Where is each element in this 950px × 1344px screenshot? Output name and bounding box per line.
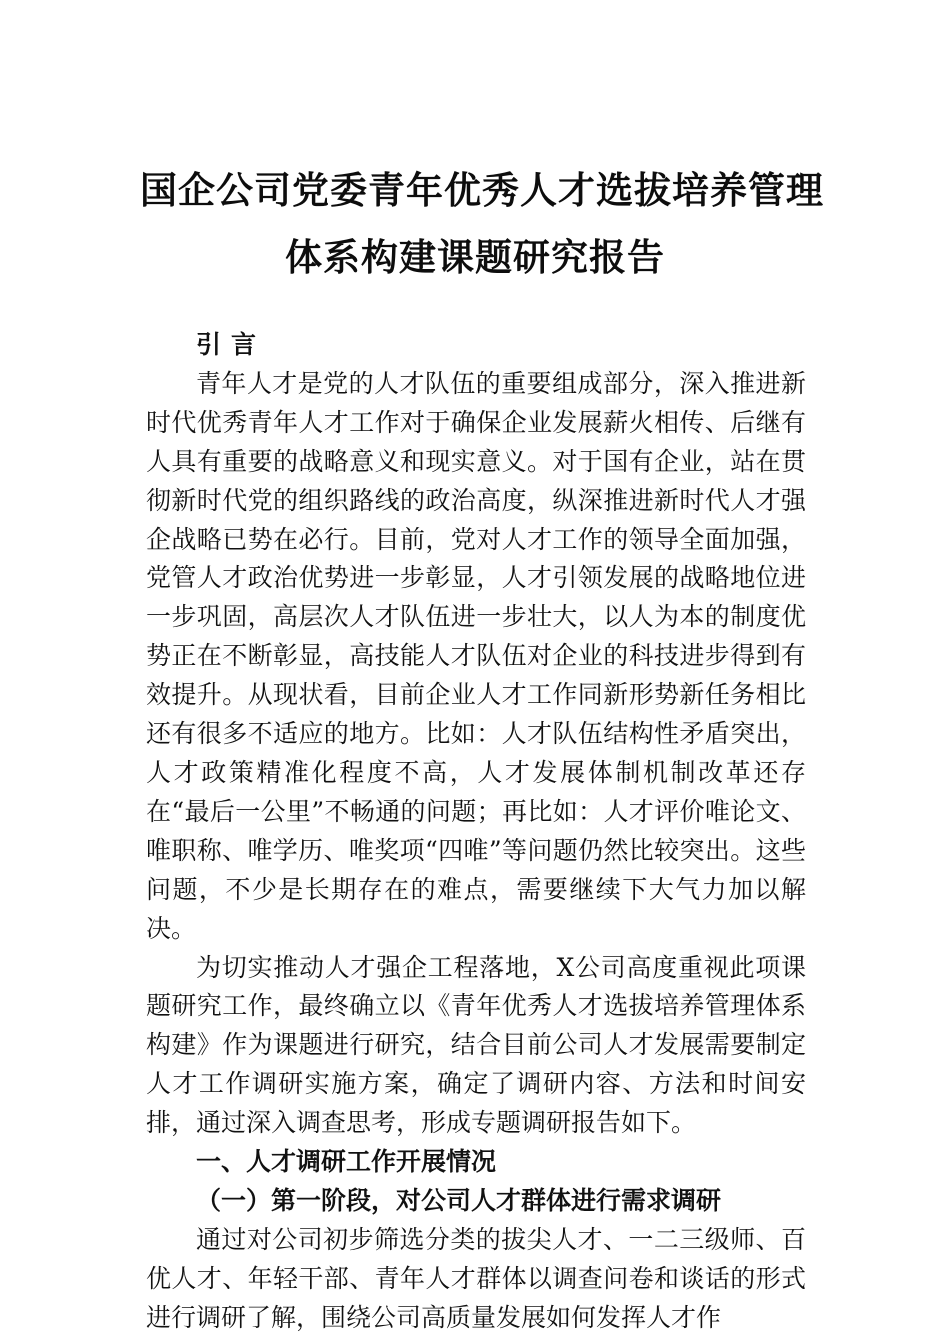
intro-paragraph-1: 青年人才是党的人才队伍的重要组成部分，深入推进新时代优秀青年人才工作对于确保企业发展薪火相传、后继有人具有重要的战略意义和现实意义。对于国有企业，站在贯彻新时代党的组织路线的政治高度，纵深推进新时代人才强企战略已势在必行。目前，党对人才工作的领导全面加强，党管人才政治优势进一步彰显，人才引领发展的战略地位进一步巩固，高层次人才队伍进一步壮大，以人为本的制度优势正在不断彰显，高技能人才队伍对企业的科技进步得到有效提升。从现状看，目前企业人才工作同新形势新任务相比还有很多不适应的地方。比如：人才队伍结构性矛盾突出，人才政策精准化程度不高，人才发展体制机制改革还存在“最后一公里”不畅通的问题；再比如：人才评价唯论文、唯职称、唯学历、唯奖项“四唯”等问题仍然比较突出。这些问题，不少是长期存在的难点，需要继续下大气力加以解决。 [146, 368, 806, 943]
section-1-heading: 一、人才调研工作开展情况 [196, 1147, 497, 1177]
intro-paragraph-2: 为切实推动人才强企工程落地，X公司高度重视此项课题研究工作，最终确立以《青年优秀人才选拔培养管理体系构建》作为课题进行研究，结合目前公司人才发展需要制定人才工作调研实施方案，确定了调研内容、方法和时间安排，通过深入调查思考，形成专题调研报告如下。 [146, 952, 806, 1138]
document-body [146, 326, 806, 1338]
document-title-line-1: 国企公司党委青年优秀人才选拔培养管理 [140, 169, 824, 212]
intro-heading: 引言 [196, 330, 267, 359]
document-title-line-2: 体系构建课题研究报告 [285, 236, 665, 279]
section-1-subheading-1: （一）第一阶段，对公司人才群体进行需求调研 [196, 1185, 722, 1215]
section-1-paragraph-1: 通过对公司初步筛选分类的拔尖人才、一二三级师、百优人才、年轻干部、青年人才群体以调查问卷和谈话的形式进行调研了解，围绕公司高质量发展如何发挥人才作 [146, 1224, 806, 1332]
